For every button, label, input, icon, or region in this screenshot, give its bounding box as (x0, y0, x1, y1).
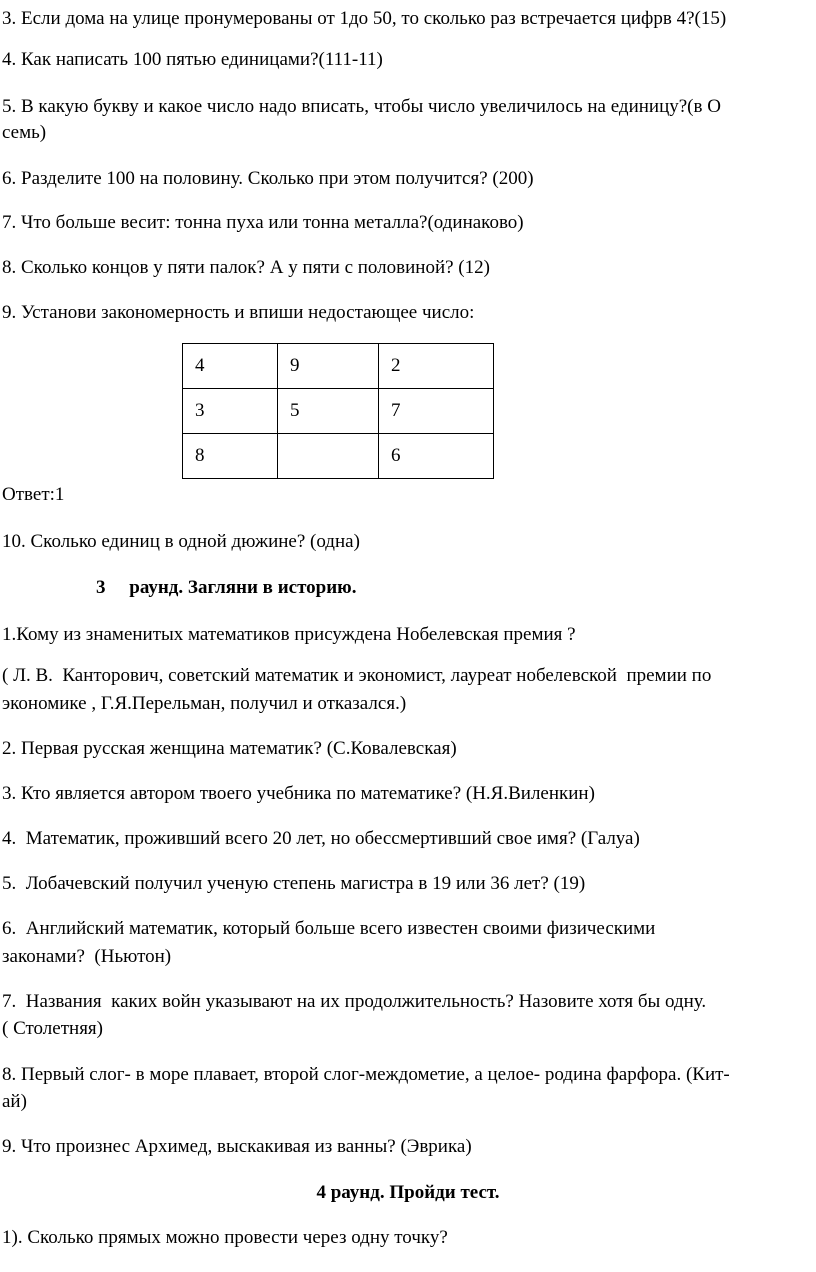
grid-cell: 6 (379, 434, 494, 479)
round3-question-6-cont: законами? (Ньютон) (2, 946, 172, 967)
grid-cell: 7 (379, 389, 494, 434)
question-7: 7. Что больше весит: тонна пуха или тонна металла?(одинаково) (2, 212, 524, 233)
round-4-title: 4 раунд. Пройди тест. (316, 1182, 500, 1203)
question-6: 6. Разделите 100 на половину. Сколько при этом получится? (200) (2, 168, 534, 189)
question-5-cont: семь) (2, 122, 47, 143)
grid-cell: 9 (278, 344, 379, 389)
round3-question-4: 4. Математик, проживший всего 20 лет, но обессмертивший свое имя? (Галуа) (2, 828, 640, 849)
grid-row (183, 434, 494, 479)
grid-cell: 3 (183, 389, 278, 434)
grid-cell: 8 (183, 434, 278, 479)
round3-question-8-cont: ай) (2, 1091, 27, 1112)
round4-question-1: 1). Сколько прямых можно провести через одну точку? (2, 1227, 448, 1248)
round3-answer-1: ( Л. В. Канторович, советский математик и экономист, лауреат нобелевской премии по (2, 665, 712, 686)
round3-question-1: 1.Кому из знаменитых математиков присуждена Нобелевская премия ? (2, 624, 576, 645)
round3-question-5: 5. Лобачевский получил ученую степень магистра в 19 или 36 лет? (19) (2, 873, 586, 894)
question-9: 9. Установи закономерность и впиши недостающее число: (2, 302, 475, 323)
grid-cell-empty (278, 434, 379, 479)
question-4: 4. Как написать 100 пятью единицами?(111-11) (2, 49, 383, 70)
grid-row (183, 344, 494, 389)
round3-question-2: 2. Первая русская женщина математик? (С.Ковалевская) (2, 738, 457, 759)
question-8: 8. Сколько концов у пяти палок? А у пяти с половиной? (12) (2, 257, 490, 278)
grid-cell: 2 (379, 344, 494, 389)
round3-question-3: 3. Кто является автором твоего учебника по математике? (Н.Я.Виленкин) (2, 783, 595, 804)
round3-question-6: 6. Английский математик, который больше всего известен своими физическими (2, 918, 656, 939)
round3-question-9: 9. Что произнес Архимед, выскакивая из ванны? (Эврика) (2, 1136, 472, 1157)
grid-cell: 5 (278, 389, 379, 434)
question-10: 10. Сколько единиц в одной дюжине? (одна) (2, 531, 360, 552)
round3-answer-1-cont: экономике , Г.Я.Перельман, получил и отказался.) (2, 693, 407, 714)
answer-line: Ответ:1 (2, 484, 65, 505)
round-3-title: 3 раунд. Загляни в историю. (96, 577, 357, 598)
round3-question-8: 8. Первый слог- в море плавает, второй слог-междометие, а целое- родина фарфора. (Кит- (2, 1064, 730, 1085)
round3-question-7-cont: ( Столетняя) (2, 1018, 103, 1039)
round3-question-7: 7. Названия каких войн указывают на их продолжительность? Назовите хотя бы одну. (2, 991, 707, 1012)
question-5: 5. В какую букву и какое число надо вписать, чтобы число увеличилось на единицу?(в О (2, 96, 721, 117)
number-grid (182, 343, 494, 479)
grid-row (183, 389, 494, 434)
grid-cell: 4 (183, 344, 278, 389)
question-3: 3. Если дома на улице пронумерованы от 1до 50, то сколько раз встречается цифрв 4?(15) (2, 8, 727, 29)
